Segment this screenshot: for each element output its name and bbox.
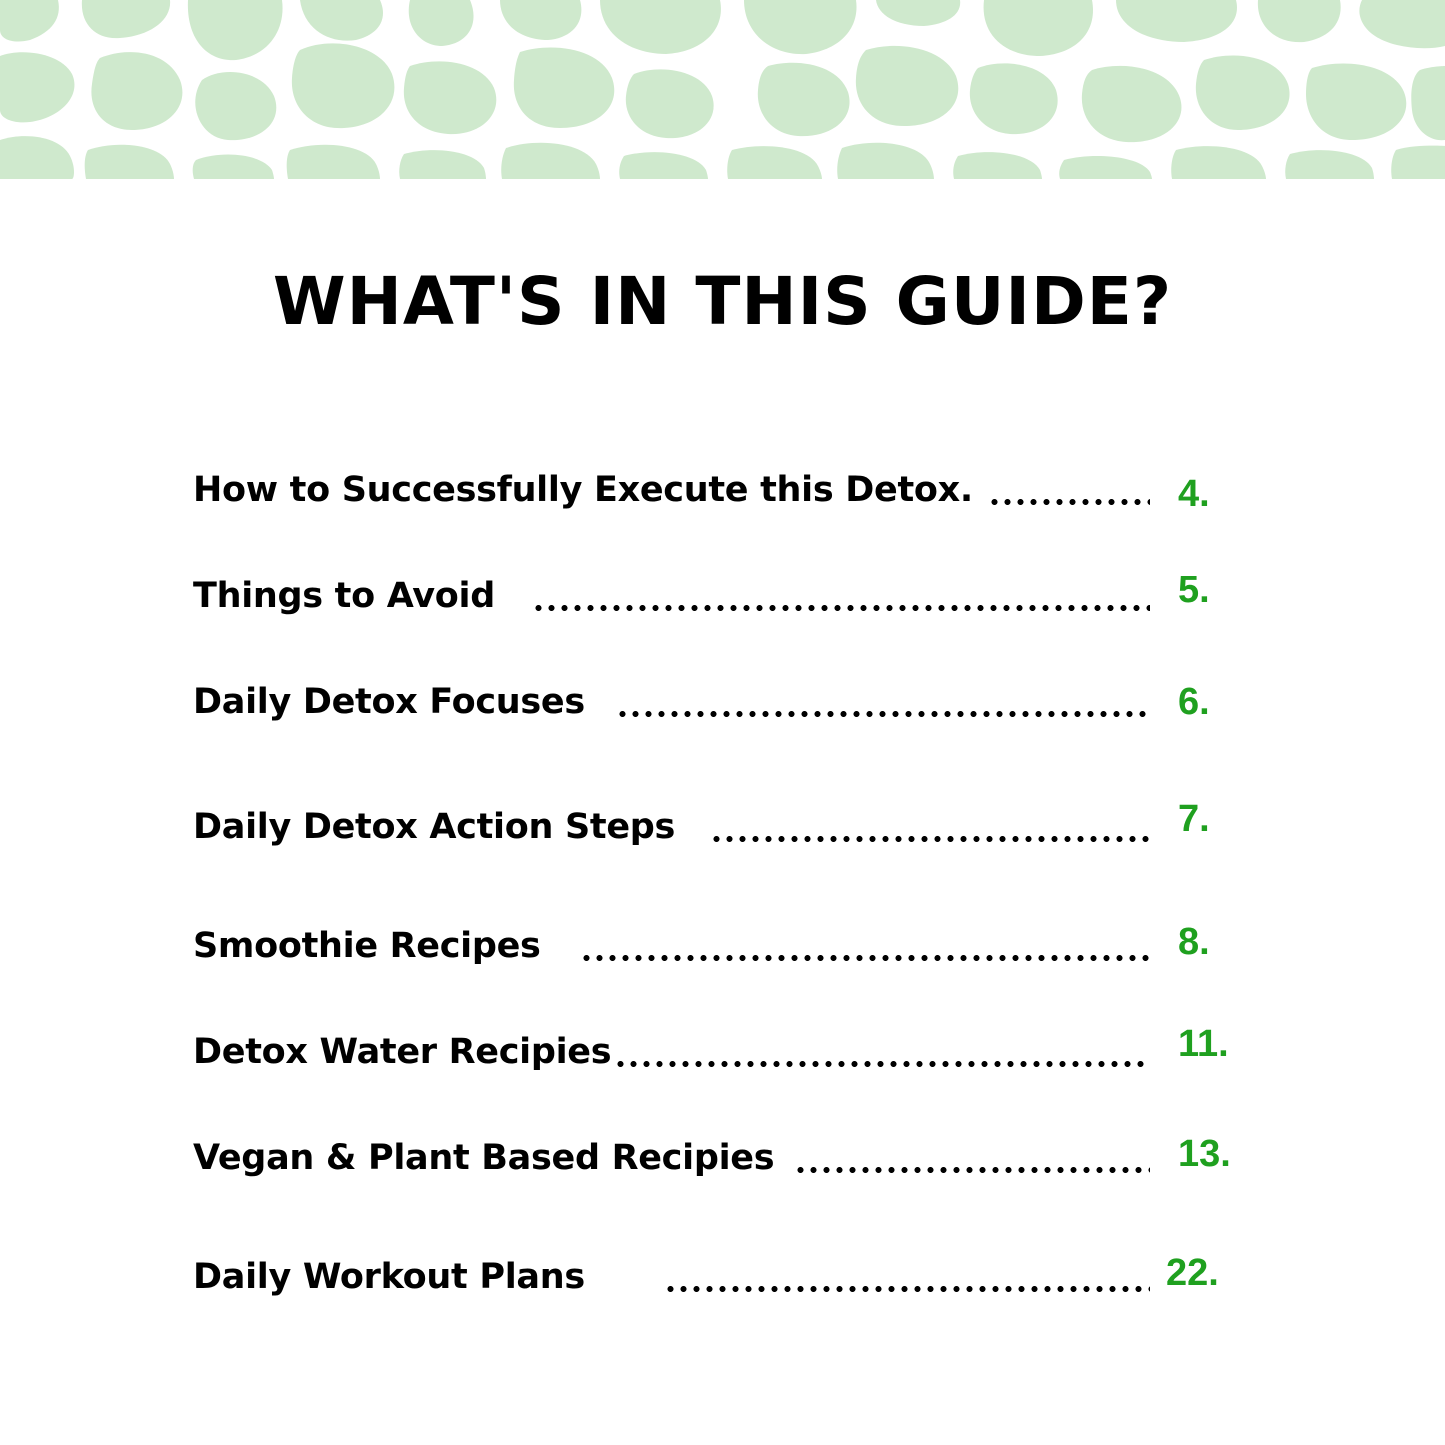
dotted-leader	[614, 1060, 1150, 1068]
toc-entry-label: How to Successfully Execute this Detox.	[193, 470, 973, 510]
dotted-leader	[664, 1285, 1150, 1293]
toc-entry-label: Detox Water Recipies	[193, 1032, 612, 1072]
toc-entry-label: Daily Detox Focuses	[193, 682, 585, 722]
dotted-leader	[532, 604, 1150, 612]
toc-entry-page-number: 5.	[1178, 569, 1210, 611]
toc-entry	[0, 1239, 1445, 1299]
toc-entry	[0, 452, 1445, 515]
toc-entry-page-number: 4.	[1178, 473, 1210, 515]
toc-entry-page-number: 8.	[1178, 921, 1210, 963]
dotted-leader	[988, 498, 1150, 506]
dotted-leader	[580, 954, 1150, 962]
toc-entry-label: Things to Avoid	[193, 576, 495, 616]
dotted-leader	[794, 1166, 1150, 1174]
toc-entry	[0, 1014, 1445, 1074]
toc-entry	[0, 908, 1445, 968]
toc-entry-label: Daily Detox Action Steps	[193, 807, 676, 847]
toc-entry	[0, 1120, 1445, 1180]
toc-entry-page-number: 11.	[1178, 1023, 1229, 1065]
toc-entry-label: Vegan & Plant Based Recipies	[193, 1138, 775, 1178]
toc-entry	[0, 558, 1445, 618]
dotted-leader	[710, 835, 1150, 843]
toc-entry-page-number: 6.	[1178, 681, 1210, 723]
toc-entry-label: Daily Workout Plans	[193, 1257, 585, 1297]
toc-entry	[0, 789, 1445, 849]
page-title: WHAT'S IN THIS GUIDE?	[272, 263, 1173, 340]
dotted-leader	[616, 710, 1150, 718]
toc-entry-page-number: 7.	[1178, 798, 1210, 840]
toc-entry-label: Smoothie Recipes	[193, 926, 541, 966]
giraffe-pattern	[0, 0, 1445, 179]
toc-entry	[0, 664, 1445, 724]
toc-entry-page-number: 22.	[1166, 1252, 1219, 1294]
decorative-pattern-banner	[0, 0, 1445, 179]
toc-entry-page-number: 13.	[1178, 1133, 1231, 1175]
